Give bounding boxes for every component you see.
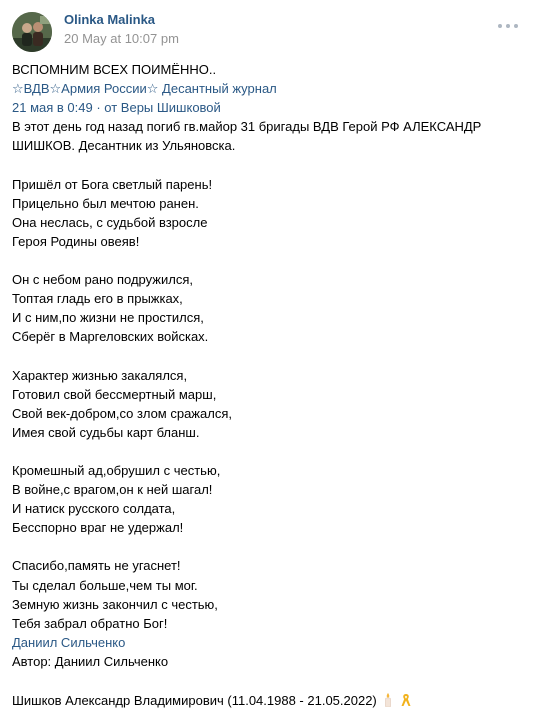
repost-meta: [12, 98, 527, 117]
repost-date-link[interactable]: 21 мая в 0:49: [12, 100, 93, 116]
author-avatar[interactable]: [12, 12, 52, 52]
post-text: [12, 60, 527, 710]
poem-line: Топтая гладь его в прыжках,: [12, 291, 183, 307]
poet-link[interactable]: Даниил Сильченко: [12, 634, 126, 650]
repost-author-link[interactable]: от Веры Шишковой: [104, 100, 221, 116]
stanza: [12, 366, 527, 442]
poem-line: Героя Родины овеяв!: [12, 233, 140, 249]
poet-author: Автор: Даниил Сильченко: [12, 653, 169, 669]
poem-line: Сберёг в Маргеловских войсках.: [12, 329, 209, 345]
post-title: ВСПОМНИМ ВСЕХ ПОИМЁННО..: [12, 62, 217, 77]
poem-line: И с ним,по жизни не простился,: [12, 310, 204, 326]
poem-line: Кромешный ад,обрушил с честью,: [12, 462, 221, 478]
poem-line: Прицельно был мечтою ранен.: [12, 195, 199, 211]
poem-line: Тебя забрал обратно Бог!: [12, 615, 168, 631]
intro-text: В этот день год назад погиб гв.майор 31 бригады ВДВ Герой РФ АЛЕКСАНДР ШИШКОВ. Десантник из Ульяновска.: [12, 119, 482, 154]
poem-line: Спасибо,память не угаснет!: [12, 558, 181, 574]
candle-icon: [383, 693, 393, 712]
poem-line: Имея свой судьбы карт бланш.: [12, 424, 200, 440]
stanza: [12, 461, 527, 537]
footer-line: [12, 691, 527, 710]
poem-line: В войне,с врагом,он к ней шагал!: [12, 482, 213, 498]
memorial-text: Шишков Александр Владимирович (11.04.1988 - 21.05.2022): [12, 693, 377, 708]
poem-line: Свой век-добром,со злом сражался,: [12, 405, 232, 421]
dot: [498, 24, 502, 28]
poem-line: И натиск русского солдата,: [12, 501, 176, 517]
poem-line: Он с небом рано подружился,: [12, 272, 193, 288]
dot: [514, 24, 518, 28]
repost-separator: ·: [92, 100, 105, 116]
stanza: [12, 556, 527, 632]
poem-line: Готовил свой бессмертный марш,: [12, 386, 217, 402]
dot: [506, 24, 510, 28]
poem-line: Бесспорно враг не удержал!: [12, 520, 184, 536]
poem-line: Она неслась, с судьбой взросле: [12, 214, 208, 230]
author-name[interactable]: Olinka Malinka: [64, 12, 156, 27]
poem-line: Земную жизнь закончил с честью,: [12, 596, 218, 612]
source-link[interactable]: ☆ВДВ☆Армия России☆ Десантный журнал: [12, 81, 277, 97]
post-date[interactable]: 20 May at 10:07 pm: [64, 31, 179, 46]
poem-line: Пришёл от Бога светлый парень!: [12, 176, 213, 192]
ribbon-icon: [400, 693, 412, 712]
avatar-photo: [12, 12, 52, 52]
stanza: [12, 175, 527, 251]
stanza: [12, 270, 527, 346]
poem-line: Характер жизнью закалялся,: [12, 367, 188, 383]
more-options-icon[interactable]: [498, 22, 518, 30]
poem-line: Ты сделал больше,чем ты мог.: [12, 577, 198, 593]
